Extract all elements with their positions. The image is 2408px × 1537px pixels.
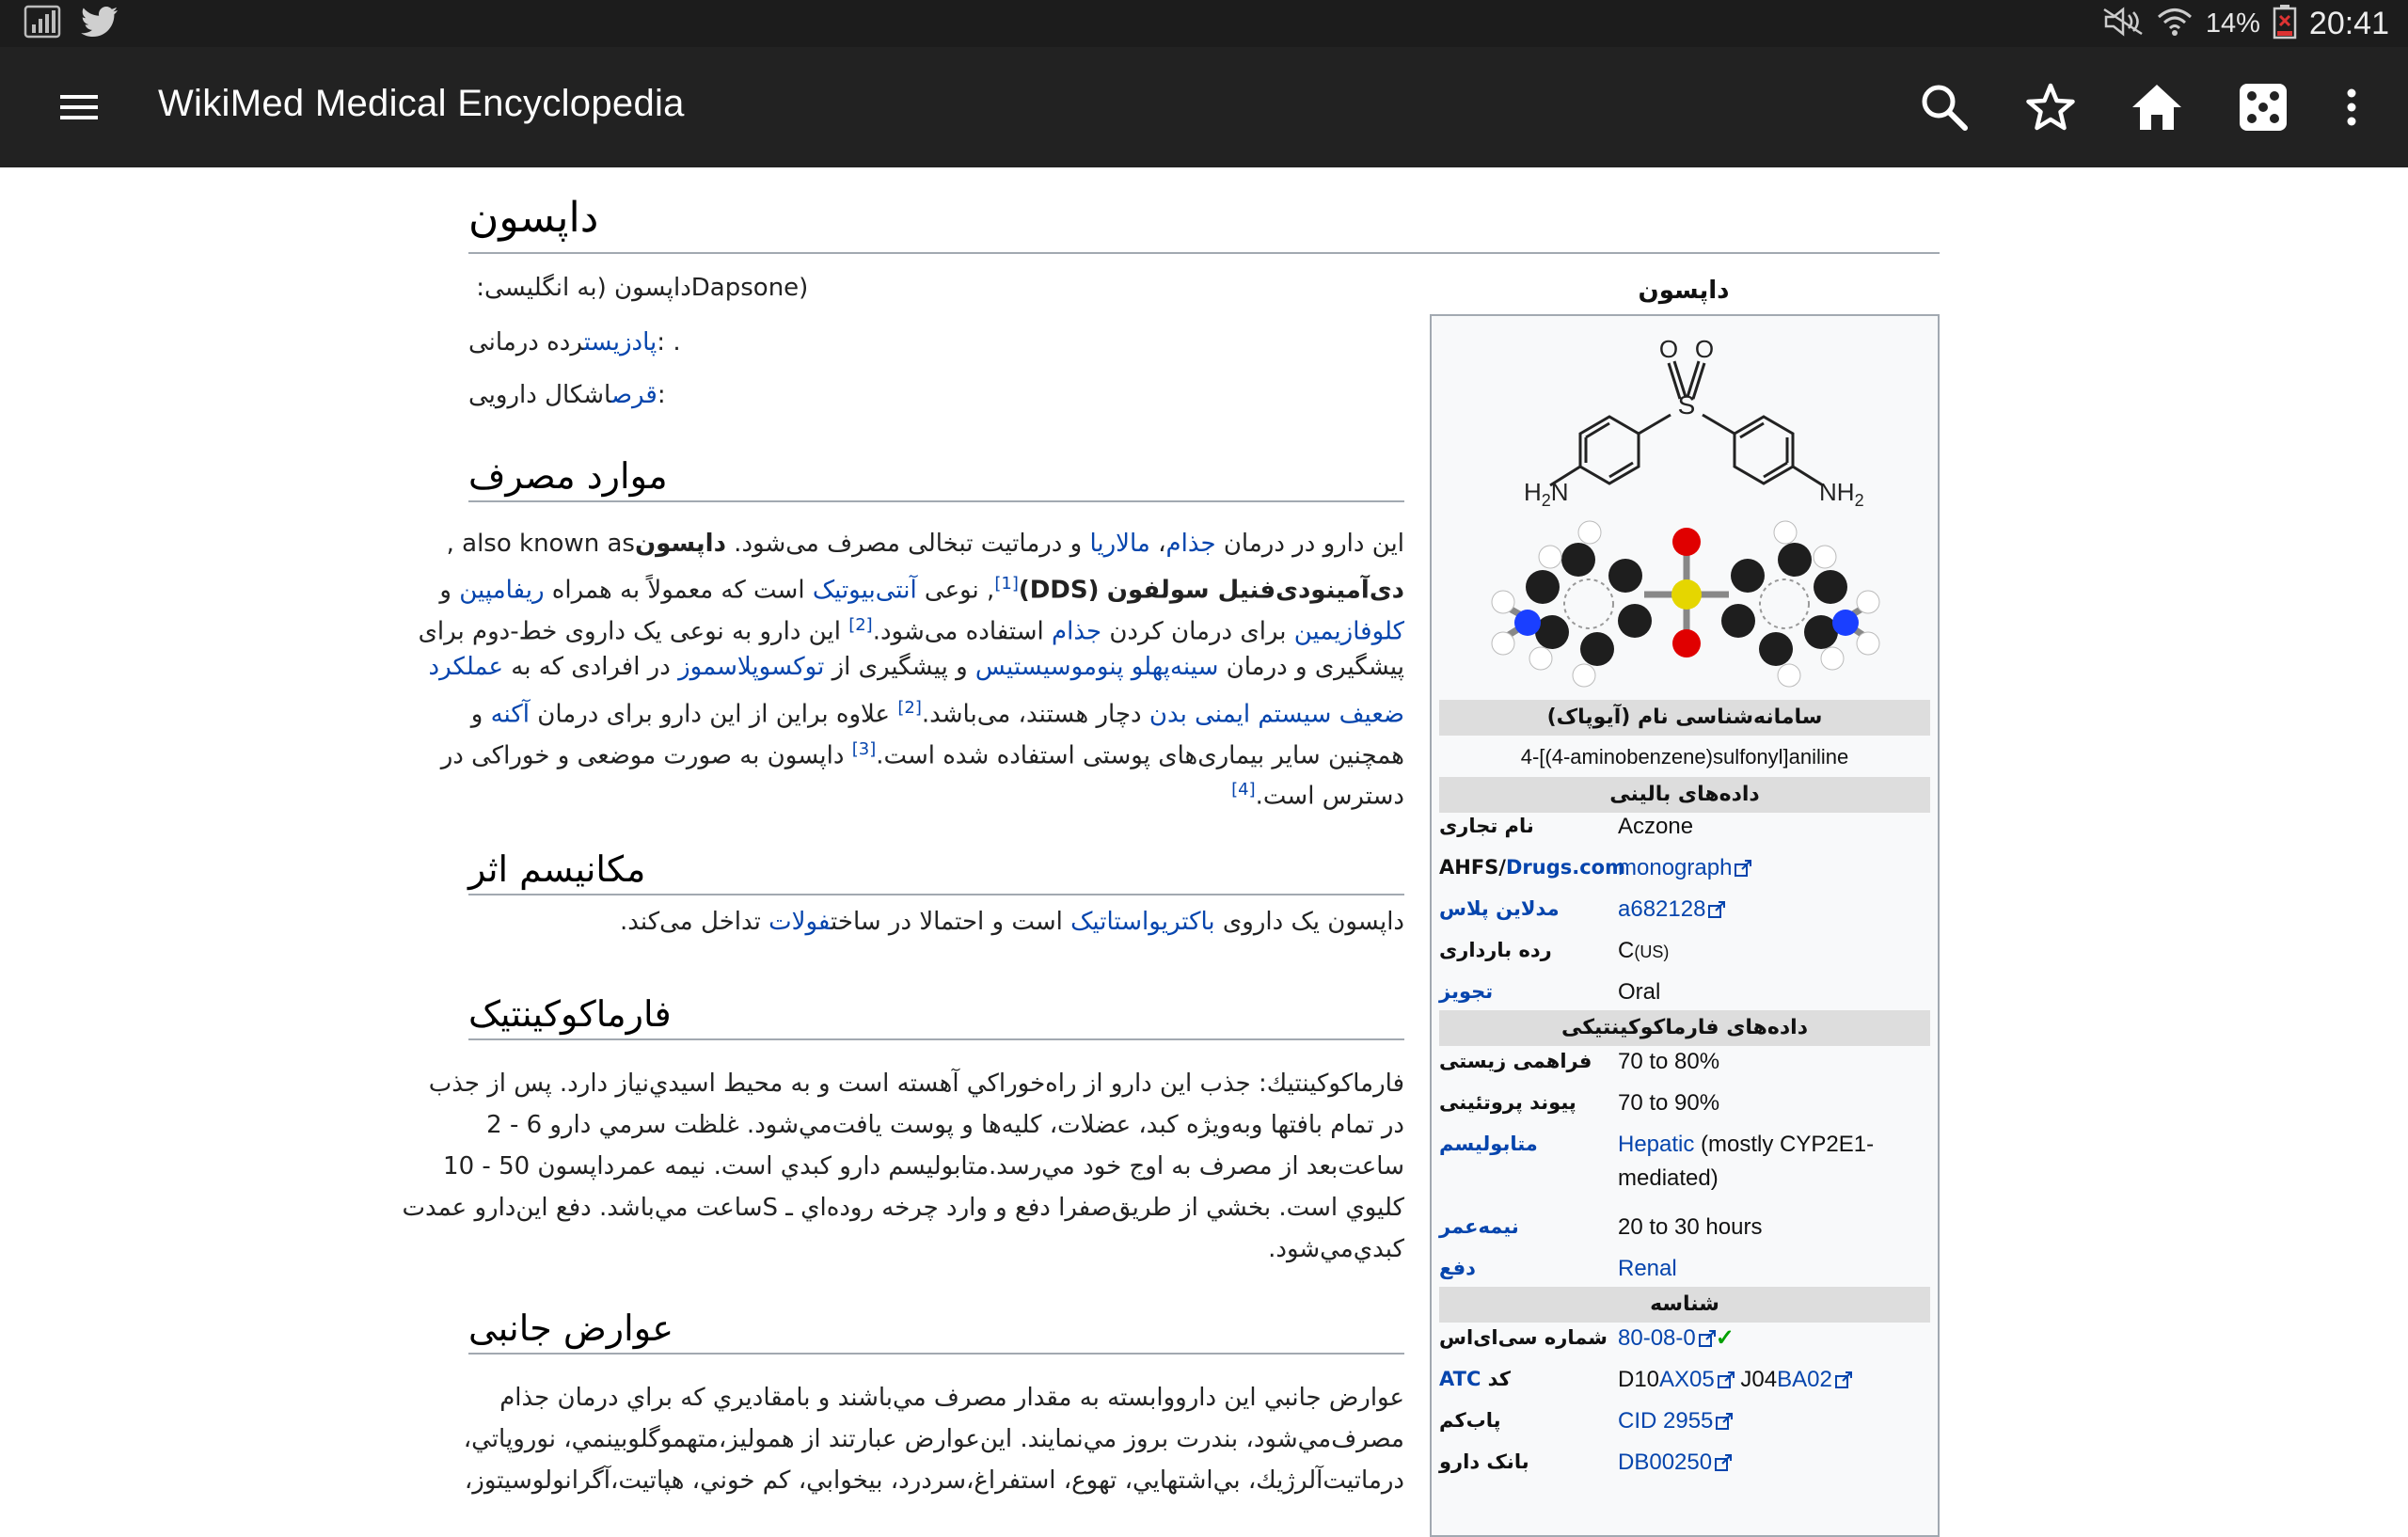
section-heading-uses [468,448,1404,502]
atc-d10ax05-link[interactable]: AX05 [1659,1367,1715,1392]
home-icon [2131,83,2183,132]
identifiers-header: شناسه [1439,1287,1930,1323]
monograph-link[interactable]: monograph [1618,855,1733,880]
more-options-button[interactable] [2333,75,2370,139]
battery-icon [2273,5,2296,43]
atc-j04ba02-link[interactable]: BA02 [1777,1367,1832,1392]
pk-line-2: در تمام بافتها وبه‌ويژه كبد، عضلات، كليه‌ها و پوست يافت‌مي‌شود. غلظت سرمي دارو 6 - 2 [486,1111,1404,1139]
uses-line-2: دی‌آمینودی‌فنیل سولفون (DDS)[1], نوعی آنتی‌بیوتیک است که معمولاً به همراه ریفامپین و [439,574,1404,605]
ball-and-stick-model-image[interactable] [1475,517,1898,696]
forms-label: اشکال دارویی: [468,381,666,409]
random-article-button[interactable] [2231,75,2295,139]
status-bar [0,0,2408,47]
iupac-name: 4-[(4-aminobenzene)sulfonyl]aniline [1520,745,1849,768]
malaria-link[interactable]: مالاریا [1089,530,1150,558]
drugs-com-link[interactable]: Drugs.com [1505,856,1625,879]
trade-name-value: Aczone [1618,814,1694,839]
pubchem-label: پاب‌کم [1439,1409,1501,1432]
rifampin-link[interactable]: ریفامپین [459,576,545,605]
intro-english-name [468,267,1404,309]
intro-forms [468,374,1404,416]
bacteriostatic-link[interactable]: باکتریواستاتیک [1070,908,1215,936]
pubchem-link[interactable]: CID 2955 [1618,1408,1714,1434]
heading-mechanism-text: مکانیسم اثر [468,848,646,890]
clinical-data-header: داده‌های بالینی [1439,777,1930,813]
intro-class [468,322,1404,363]
page-title: داپسون [468,194,599,242]
se-line-2: مصرف‌مي‌شود، بندرت بروز مي‌نمايند. اين‌عوارض عبارتند از هموليز،متهموگلوبينمي، نوروپاتي، [463,1425,1404,1453]
ref-2b[interactable]: [2] [897,698,922,718]
heading-pk-text: فارماکوکینتیک [468,993,672,1035]
uses-line-5: ضعیف سیستم ایمنی بدن دچار هستند، می‌باشد.[2] علاوه براین از این دارو برای درمان آکنه و [470,698,1404,729]
app-title: WikiMed Medical Encyclopedia [158,83,685,124]
ref-1[interactable]: [1] [994,574,1019,594]
home-button[interactable] [2125,75,2189,139]
class-suffix: . [673,328,681,357]
heading-side-effects-text: عوارض جانبی [468,1307,674,1349]
cas-link[interactable]: 80-08-0 [1618,1325,1696,1351]
search-icon [1919,82,1970,133]
signal-chart-icon [24,6,60,41]
acne-link[interactable]: آکنه [490,700,530,729]
ref-3[interactable]: [3] [851,739,877,759]
ahfs-label: AHFS/Drugs.com [1439,856,1625,879]
infobox-caption: داپسون [1638,277,1730,305]
skeletal-structure-image[interactable] [1475,325,1898,514]
section-heading-pharmacokinetics [468,986,1404,1040]
atc-code-value: D10AX05 J04BA02 [1618,1363,1928,1397]
star-icon [2024,82,2077,133]
verified-check-icon: ✓ [1715,1325,1735,1351]
forms-link[interactable]: قرص [610,381,657,409]
immune-system-link[interactable]: ضعیف سیستم ایمنی بدن [1149,700,1404,729]
page-title-section [468,194,1940,254]
clofazimine-link[interactable]: کلوفازیمین [1293,617,1404,646]
external-link-icon [1716,1413,1733,1430]
medlineplus-label[interactable]: مدلاین پلاس [1439,897,1560,920]
protein-binding-label: پیوند پروتئینی [1439,1091,1576,1114]
metabolism-label[interactable]: متابولیسم [1439,1133,1538,1155]
antibiotic-link[interactable]: آنتی‌بیوتیک [812,576,917,605]
h2n-label: $H_2N$ [1524,478,1569,510]
external-link-icon [1715,1454,1732,1471]
pk-data-header: داده‌های فارماکوکینتیکی [1439,1010,1930,1046]
article-content [402,167,1940,1505]
medlineplus-value [1618,893,1928,927]
ahfs-value [1618,851,1928,885]
half-life-value: 20 to 30 hours [1618,1214,1763,1240]
toxoplasmosis-link[interactable]: توکسوپلاسموز [678,653,825,681]
external-link-icon [1699,1330,1716,1347]
menu-button[interactable] [53,81,105,134]
hepatic-link[interactable]: Hepatic [1618,1132,1695,1157]
more-vert-icon [2346,88,2357,126]
iupac-header: (سامانه‌شناسی نام (آیوپاک [1439,700,1930,736]
cas-number-value [1618,1322,1928,1355]
mute-icon [2102,8,2144,40]
pubchem-value [1618,1404,1928,1438]
uses-line-6: همچنین سایر بیماری‌های پوستی استفاده شده است.[3] داپسون به صورت موضعی و خوراکی در [440,739,1404,770]
renal-link[interactable]: Renal [1618,1256,1677,1281]
dice-icon [2238,82,2289,133]
external-link-icon [1835,1371,1852,1388]
cas-number-label: شماره سی‌ای‌اس [1439,1326,1608,1349]
nh2-label: $NH_2$ [1819,478,1864,510]
administration-value: Oral [1618,979,1661,1005]
atc-code-label: ATC کد [1439,1368,1512,1390]
se-line-3: درماتيت‌آلرژيك، بي‌اشتهايي، تهوع، استفراغ،سردرد، بيخوابي، كم خوني، هپاتيت،آگرانولوسيتوز، [464,1466,1404,1495]
excretion-label[interactable]: دفع [1439,1257,1476,1279]
section-heading-side-effects [468,1300,1404,1355]
leprosy-link[interactable]: جذام [1165,530,1216,558]
battery-percent: 14% [2205,8,2260,39]
atc-link[interactable]: ATC [1439,1368,1481,1390]
a682128-link[interactable]: a682128 [1618,896,1706,922]
wifi-icon [2157,7,2193,41]
pk-line-5: كبدي‌مي‌شود. [1268,1235,1404,1263]
intro-prefix: داپسون (به انگلیسی: [468,274,691,302]
ref-2[interactable]: [2] [848,615,873,635]
pk-line-3: ساعت‌بعد از مصرف به اوج خود مي‌رسد.متابوليسم دارو كبدي است. نيمه عمرداپسون 50 - 10 [443,1152,1404,1180]
ref-4[interactable]: [4] [1231,780,1256,800]
uses-line-7: دسترس است.[4] [1231,780,1404,811]
drugbank-link[interactable]: DB00250 [1618,1450,1713,1475]
trade-name-label: نام تجاری [1439,815,1534,837]
metabolism-value: Hepatic (mostly CYP2E1- mediated) [1618,1132,1875,1191]
pregnancy-value: C(US) [1618,938,1670,963]
mechanism-line: داپسون یک داروی باکتریواستاتیک است و احتمالا در ساختفولات تداخل می‌کند. [620,908,1404,936]
app-bar [0,47,2408,167]
external-link-icon [1718,1371,1735,1388]
bioavailability-value: 70 to 80% [1618,1049,1720,1074]
administration-label[interactable]: تجویز [1439,980,1494,1003]
folate-link[interactable]: فولات [768,908,832,936]
se-line-1: عوارض جانبي اين دارووابسته به مقدار مصرف مي‌باشند و بامقاديري كه براي درمان جذام [499,1384,1404,1412]
hamburger-icon [60,93,98,121]
function-link[interactable]: عملکرد [428,653,503,681]
section-heading-mechanism [468,841,1404,895]
sulfur-label: S [1677,390,1696,420]
search-button[interactable] [1912,75,1976,139]
uses-line-1: این دارو در درمان جذام، مالاریا و درماتیت تبخالی مصرف می‌شود. داپسون, also known as [446,530,1404,558]
uses-line-4: پیشگیری و درمان سینه‌پهلو پنوموسیستیس و پیشگیری از توکسوپلاسموز در افرادی که به عملکرد [428,653,1404,681]
excretion-value [1618,1252,1928,1286]
drugbank-label: بانک دارو [1439,1450,1529,1473]
drugbank-value [1618,1446,1928,1480]
infobox [1430,314,1940,1537]
oxygen-label-right: O [1694,335,1715,363]
clock: 20:41 [2308,5,2389,41]
oxygen-label-left: O [1658,335,1679,363]
heading-uses-text: موارد مصرف [468,455,668,497]
external-link-icon [1708,901,1725,918]
bioavailability-label: فراهمی زیستی [1439,1050,1592,1072]
half-life-label[interactable]: نیمه‌عمر [1439,1215,1519,1238]
pneumocystis-link[interactable]: سینه‌پهلو پنوموسیستیس [974,653,1219,681]
protein-binding-value: 70 to 90% [1618,1090,1720,1116]
pk-line-1: فارماكوكينتيك: جذب اين دارو از راه‌خوراكي آهسته است و به محيط اسيدي‌نياز دارد. پس از جذب [428,1070,1404,1098]
twitter-icon [81,7,119,40]
uses-line-3: کلوفازیمین برای درمان کردن جذام استفاده می‌شود.[2] این دارو به نوعی یک داروی خط-دوم برای [418,615,1404,646]
external-link-icon [1735,860,1751,877]
leprosy-link-2[interactable]: جذام [1052,617,1102,646]
intro-english: Dapsone) [690,274,809,302]
pregnancy-label: رده بارداری [1439,939,1552,961]
class-label: رده درمانی: [468,328,673,357]
bookmark-button[interactable] [2019,75,2083,139]
class-link[interactable]: پادزیست [583,328,657,357]
pk-line-4: كليوي است. بخشي از طريق‌صفرا دفع و وارد چرخه روده‌اي ـ Sساعت مي‌باشد. دفع اين‌دارو عمدت [402,1194,1404,1222]
